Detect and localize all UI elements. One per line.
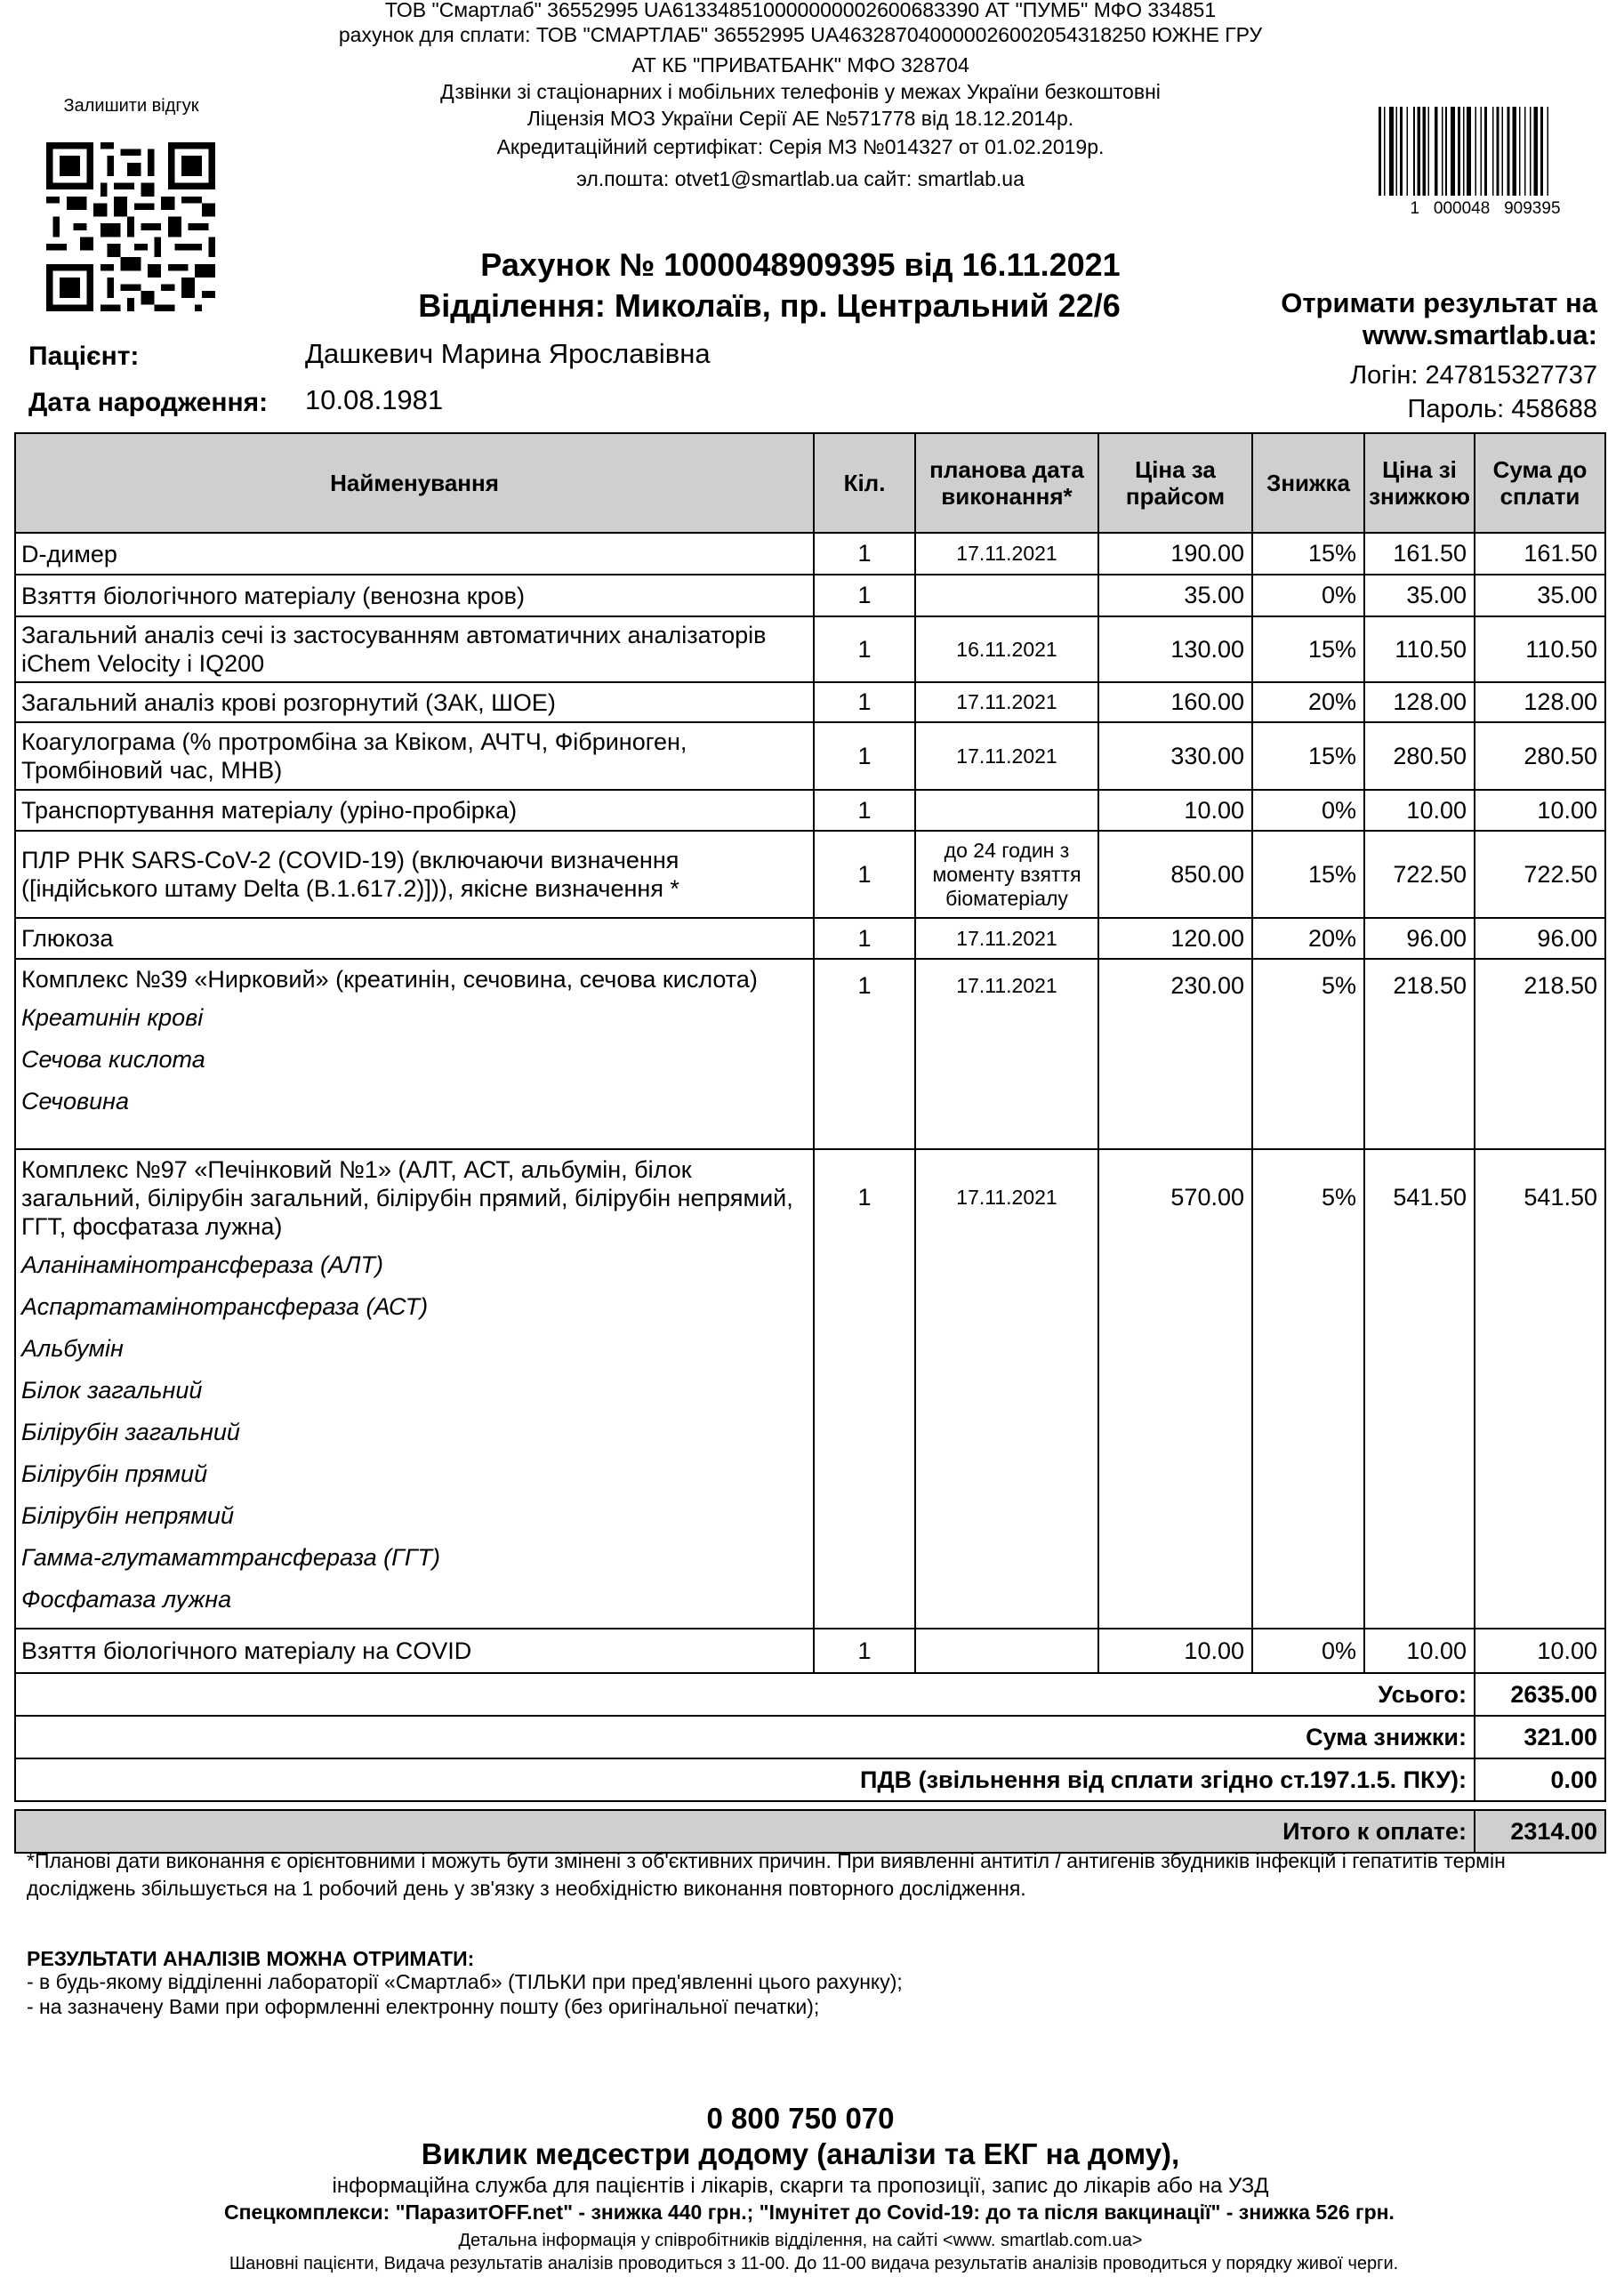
- row-qty: 1: [814, 533, 915, 575]
- table-row: [15, 533, 1605, 575]
- table-row: [15, 1149, 1605, 1629]
- total-row: [15, 1673, 1605, 1716]
- row-subitem: Креатинін крові: [21, 1004, 204, 1031]
- row-date: [915, 1629, 1098, 1673]
- barcode-bar: [1480, 107, 1482, 196]
- row-price: 330.00: [1098, 722, 1252, 790]
- footnote: *Планові дати виконання є орієнтовними і можуть бути змінені з об'єктивних причин. При виявленні антитіл / антигенів збудників інфекцій і гепатитів термін досліджень збільшується на 1 робочий день у зв'язку з необхідністю виконання повторного дослідження.: [27, 1849, 1506, 1900]
- row-qty: 1: [814, 831, 915, 918]
- table-row: [15, 682, 1605, 722]
- row-sum: 722.50: [1475, 831, 1605, 918]
- row-name-cell: [15, 959, 814, 1149]
- row-subitem: Білірубін загальний: [21, 1419, 240, 1445]
- barcode-bar: [1530, 107, 1532, 196]
- barcode-bar: [1512, 107, 1516, 196]
- details-text: Детальна інформація у співробітників відділення, на сайті <www. smartlab.com.ua>: [458, 2231, 1143, 2250]
- results-access-title: Отримати результат на: [1281, 287, 1597, 318]
- vat-value: 0.00: [1475, 1758, 1605, 1801]
- dob-label: Дата народження:: [28, 388, 269, 417]
- row-name-cell: [15, 1149, 814, 1629]
- row-price: 190.00: [1098, 533, 1252, 575]
- row-subitem: Аспартатамінотрансфераза (АСТ): [21, 1293, 429, 1320]
- row-qty: 1: [814, 790, 915, 831]
- row-name: ПЛР РНК SARS-CoV-2 (COVID-19) (включаючи визначення ([індійського штаму Delta (B.1.617.2)])), якісне визначення *: [15, 831, 814, 918]
- barcode-bar: [1451, 107, 1455, 196]
- table-row: [15, 1629, 1605, 1673]
- row-price: 10.00: [1098, 790, 1252, 831]
- row-sum: 10.00: [1475, 1629, 1605, 1673]
- hotline-phone[interactable]: 0 800 750 070: [706, 2102, 895, 2135]
- grand-total-row: [15, 1810, 1605, 1853]
- col-header-discounted-price: Ціна зі знижкою: [1364, 433, 1475, 533]
- row-subitem: Сечова кислота: [21, 1046, 205, 1073]
- row-name: Взяття біологічного матеріалу (венозна кров): [15, 575, 814, 616]
- discount-total-row: [15, 1716, 1605, 1758]
- row-discounted-price: 161.50: [1364, 533, 1475, 575]
- patient-label: Пацієнт:: [28, 342, 140, 371]
- barcode-bar: [1492, 107, 1494, 196]
- barcode-bar: [1407, 107, 1409, 196]
- table-header-row: [15, 433, 1605, 533]
- barcode-bar: [1423, 107, 1426, 196]
- row-subitem: Аланінамінотрансфераза (АЛТ): [21, 1251, 384, 1278]
- col-header-price: Ціна за прайсом: [1098, 433, 1252, 533]
- row-discounted-price: 35.00: [1364, 575, 1475, 616]
- row-qty: 1: [814, 616, 915, 682]
- row-discount: 15%: [1252, 831, 1364, 918]
- row-qty: 1: [814, 575, 915, 616]
- row-name: Глюкоза: [15, 918, 814, 959]
- barcode-number: 1 000048 909395: [1410, 199, 1561, 218]
- row-discounted-price: 10.00: [1364, 790, 1475, 831]
- barcode-bar: [1524, 107, 1526, 196]
- row-discounted-price: 722.50: [1364, 831, 1475, 918]
- row-discounted-price: 10.00: [1364, 1629, 1475, 1673]
- row-price: 120.00: [1098, 918, 1252, 959]
- row-discounted-price: 218.50: [1364, 959, 1475, 1149]
- row-sum: 10.00: [1475, 790, 1605, 831]
- discount-total-value: 321.00: [1475, 1716, 1605, 1758]
- patient-name: Дашкевич Марина Ярославівна: [305, 338, 711, 369]
- barcode-bar: [1428, 107, 1430, 196]
- nurse-call-text: Виклик медсестри додому (аналізи та ЕКГ на дому),: [421, 2137, 1180, 2170]
- barcode-bar: [1400, 107, 1403, 196]
- row-qty: 1: [814, 682, 915, 722]
- row-discount: 15%: [1252, 533, 1364, 575]
- row-subitem: Фосфатаза лужна: [21, 1586, 232, 1613]
- header-calls-line: Дзвінки зі стаціонарних і мобільних телефонів у межах України безкоштовні: [440, 80, 1161, 103]
- row-subitem: Білірубін непрямий: [21, 1502, 234, 1529]
- barcode-bar: [1384, 107, 1386, 196]
- row-date: 17.11.2021: [915, 533, 1098, 575]
- row-date: до 24 годин з моменту взяття біоматеріалу: [915, 831, 1098, 918]
- invoice-branch: Відділення: Миколаїв, пр. Центральний 22/6: [418, 287, 1121, 324]
- barcode-bar: [1458, 107, 1460, 196]
- invoice-title: Рахунок № 1000048909395 від 16.11.2021: [480, 246, 1121, 283]
- table-row: [15, 722, 1605, 790]
- barcode-bar: [1413, 107, 1415, 196]
- vat-row: [15, 1758, 1605, 1801]
- row-sum: 541.50: [1475, 1149, 1605, 1629]
- row-discounted-price: 110.50: [1364, 616, 1475, 682]
- header-bank-line: АТ КБ "ПРИВАТБАНК" МФО 328704: [631, 53, 969, 76]
- header-company-line: ТОВ "Смартлаб" 36552995 UA613348510000000002600683390 АТ "ПУМБ" МФО 334851: [384, 0, 1217, 21]
- row-discount: 20%: [1252, 682, 1364, 722]
- row-date: 17.11.2021: [915, 918, 1098, 959]
- total-value: 2635.00: [1475, 1673, 1605, 1716]
- results-notice: Шановні пацієнти, Видача результатів аналізів проводиться з 11-00. До 11-00 видача результатів аналізів проводиться у порядку живої черги.: [229, 2254, 1399, 2273]
- barcode-bar: [1389, 107, 1394, 196]
- barcode-bar: [1475, 107, 1476, 196]
- barcode-bar: [1484, 107, 1487, 196]
- table-spacer: [15, 1801, 1605, 1810]
- spacer-cell: [15, 1801, 1605, 1810]
- row-price: 10.00: [1098, 1629, 1252, 1673]
- row-subitem: Гамма-глутаматтрансфераза (ГГТ): [21, 1544, 440, 1571]
- row-qty: 1: [814, 1149, 915, 1629]
- table-row: [15, 959, 1605, 1149]
- barcode-bar: [1396, 107, 1398, 196]
- table-row: [15, 575, 1605, 616]
- row-sum: 96.00: [1475, 918, 1605, 959]
- row-date: 17.11.2021: [915, 722, 1098, 790]
- row-price: 570.00: [1098, 1149, 1252, 1629]
- col-header-date: планова дата виконання*: [915, 433, 1098, 533]
- row-discounted-price: 280.50: [1364, 722, 1475, 790]
- discount-total-label: Сума знижки:: [15, 1716, 1475, 1758]
- row-subitem: Сечовина: [21, 1088, 129, 1114]
- results-info-line: - на зазначену Вами при оформленні електронну пошту (без оригінальної печатки);: [27, 1995, 820, 2018]
- special-offers-text: Спецкомплекси: "ПаразитOFF.net" - знижка 440 грн.; "Імунітет до Covid-19: до та після вакцинації" - знижка 526 грн.: [224, 2201, 1395, 2224]
- row-name: Комплекс №39 «Нирковий» (креатинін, сечовина, сечова кислота): [21, 966, 758, 993]
- row-discount: 0%: [1252, 575, 1364, 616]
- col-header-qty: Кіл.: [814, 433, 915, 533]
- row-price: 130.00: [1098, 616, 1252, 682]
- grand-total-label: Итого к оплате:: [15, 1810, 1475, 1853]
- row-qty: 1: [814, 959, 915, 1149]
- row-discounted-price: 128.00: [1364, 682, 1475, 722]
- row-subitem: Альбумін: [21, 1335, 124, 1362]
- header-payment-line: рахунок для сплати: ТОВ "СМАРТЛАБ" 36552995 UA463287040000026002054318250 ЮЖНЕ ГРУ: [338, 23, 1263, 46]
- row-discounted-price: 96.00: [1364, 918, 1475, 959]
- row-price: 850.00: [1098, 831, 1252, 918]
- row-sum: 218.50: [1475, 959, 1605, 1149]
- barcode-bar: [1533, 107, 1538, 196]
- table-row: [15, 831, 1605, 918]
- row-price: 230.00: [1098, 959, 1252, 1149]
- row-subitem: Білірубін прямий: [21, 1460, 208, 1487]
- barcode-bar: [1496, 107, 1499, 196]
- row-name: D-димер: [15, 533, 814, 575]
- barcode-icon: [1377, 107, 1599, 205]
- barcode-bar: [1379, 107, 1381, 196]
- row-qty: 1: [814, 1629, 915, 1673]
- row-subitem: Білок загальний: [21, 1377, 203, 1404]
- barcode-bar: [1507, 107, 1509, 196]
- header-contacts-line: эл.пошта: otvet1@smartlab.ua сайт: smartlab.ua: [576, 167, 1025, 190]
- header-accreditation-line: Акредитаційний сертифікат: Серія МЗ №014327 от 01.02.2019р.: [496, 135, 1105, 158]
- row-discount: 15%: [1252, 616, 1364, 682]
- header-license-line: Ліцензія МОЗ України Серії АЕ №571778 від 18.12.2014р.: [527, 107, 1074, 130]
- table-row: [15, 918, 1605, 959]
- total-label: Усього:: [15, 1673, 1475, 1716]
- barcode-bar: [1418, 107, 1420, 196]
- row-discount: 5%: [1252, 959, 1364, 1149]
- row-date: 17.11.2021: [915, 682, 1098, 722]
- table-row: [15, 616, 1605, 682]
- row-name: Взяття біологічного матеріалу на COVID: [15, 1629, 814, 1673]
- barcode-bar: [1467, 107, 1471, 196]
- barcode-bar: [1501, 107, 1503, 196]
- row-date: 17.11.2021: [915, 1149, 1098, 1629]
- dob-value: 10.08.1981: [305, 384, 444, 415]
- qr-code-icon[interactable]: [46, 142, 215, 311]
- row-price: 35.00: [1098, 575, 1252, 616]
- results-password: Пароль: 458688: [1407, 395, 1597, 423]
- barcode-bar: [1445, 107, 1447, 196]
- row-sum: 128.00: [1475, 682, 1605, 722]
- barcode-bar: [1548, 107, 1549, 196]
- row-date: [915, 790, 1098, 831]
- barcode-bar: [1540, 107, 1543, 196]
- row-discount: 15%: [1252, 722, 1364, 790]
- row-name: Загальний аналіз крові розгорнутий (ЗАК, ШОЕ): [15, 682, 814, 722]
- invoice-table: [14, 432, 1606, 1854]
- row-discount: 5%: [1252, 1149, 1364, 1629]
- row-qty: 1: [814, 918, 915, 959]
- row-sum: 35.00: [1475, 575, 1605, 616]
- row-name: Загальний аналіз сечі із застосуванням автоматичних аналізаторів iChem Velocity і IQ200: [15, 616, 814, 682]
- grand-total-value: 2314.00: [1475, 1810, 1605, 1853]
- results-access-site[interactable]: www.smartlab.ua:: [1362, 319, 1597, 350]
- row-sum: 280.50: [1475, 722, 1605, 790]
- col-header-discount: Знижка: [1252, 433, 1364, 533]
- col-header-sum: Сума до сплати: [1475, 433, 1605, 533]
- table-row: [15, 790, 1605, 831]
- results-login: Логін: 247815327737: [1350, 361, 1597, 390]
- row-date: 17.11.2021: [915, 959, 1098, 1149]
- vat-label: ПДВ (звільнення від сплати згідно ст.197.1.5. ПКУ):: [15, 1758, 1475, 1801]
- barcode-bar: [1519, 107, 1521, 196]
- barcode-bar: [1435, 107, 1437, 196]
- row-name: Коагулограма (% протромбіна за Квіком, АЧТЧ, Фібриноген, Тромбіновий час, МНВ): [15, 722, 814, 790]
- row-discount: 0%: [1252, 790, 1364, 831]
- row-qty: 1: [814, 722, 915, 790]
- info-service-text: інформаційна служба для пацієнтів і лікарів, скарги та пропозиції, запис до лікарів або на УЗД: [332, 2174, 1269, 2198]
- row-date: [915, 575, 1098, 616]
- row-name: Комплекс №97 «Печінковий №1» (АЛТ, АСТ, альбумін, білок загальний, білірубін загальний, білірубін прямий, білірубін непрямий, ГГТ, фосфатаза лужна): [21, 1156, 793, 1240]
- row-sum: 161.50: [1475, 533, 1605, 575]
- results-info-heading: РЕЗУЛЬТАТИ АНАЛІЗІВ МОЖНА ОТРИМАТИ:: [27, 1947, 475, 1970]
- row-sum: 110.50: [1475, 616, 1605, 682]
- row-discount: 20%: [1252, 918, 1364, 959]
- qr-feedback-label: Залишити відгук: [63, 96, 199, 116]
- row-price: 160.00: [1098, 682, 1252, 722]
- row-date: 16.11.2021: [915, 616, 1098, 682]
- barcode-bar: [1463, 107, 1465, 196]
- col-header-name: Найменування: [15, 433, 814, 533]
- row-name: Транспортування матеріалу (уріно-пробірка): [15, 790, 814, 831]
- row-discounted-price: 541.50: [1364, 1149, 1475, 1629]
- row-discount: 0%: [1252, 1629, 1364, 1673]
- results-info-line: - в будь-якому відділенні лабораторії «Смартлаб» (ТІЛЬКИ при пред'явленні цього рахунку);: [27, 1970, 903, 1993]
- barcode-bar: [1442, 107, 1443, 196]
